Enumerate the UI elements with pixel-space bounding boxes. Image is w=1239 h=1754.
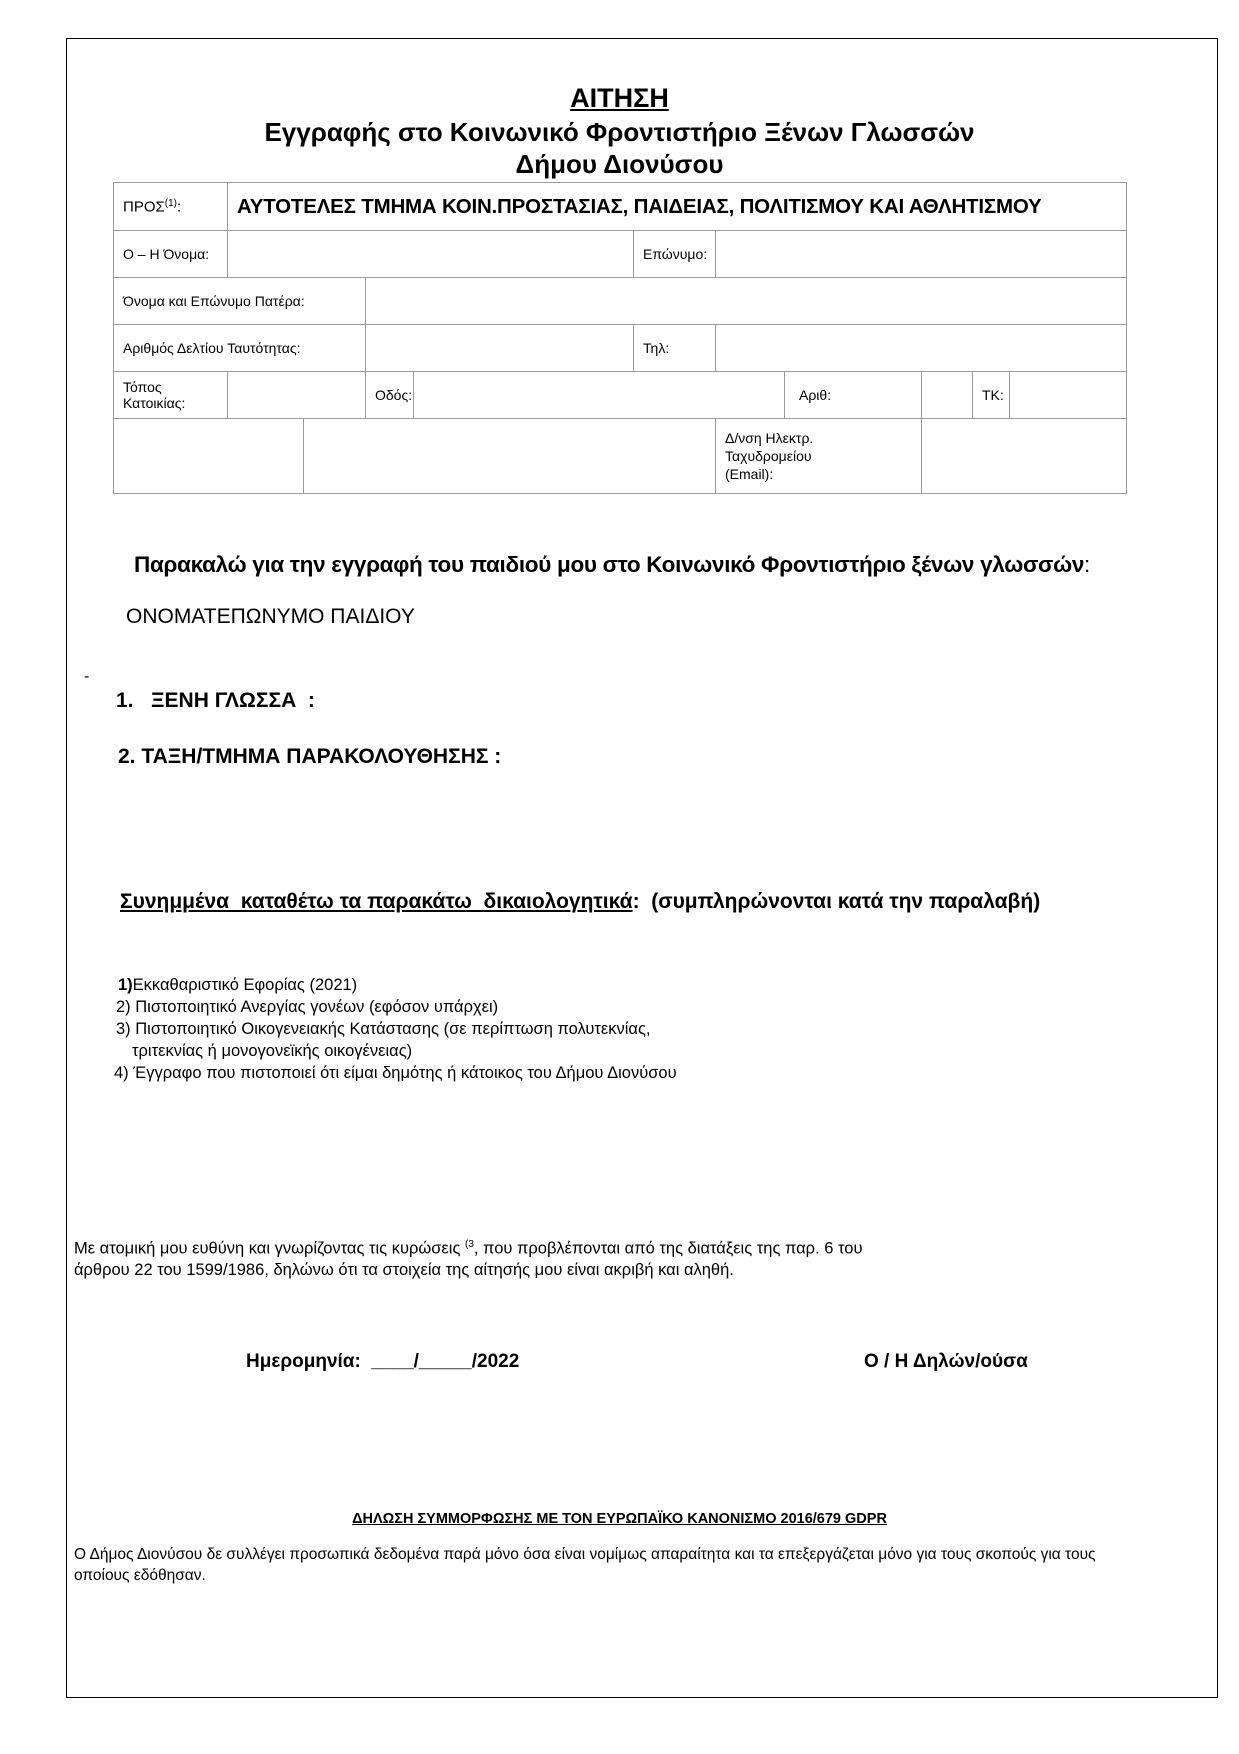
to-footnote: (1) — [164, 197, 178, 209]
document-item-1-number: 1) — [118, 976, 133, 994]
declaration-line-2: άρθρου 22 του 1599/1986, δηλώνω ότι τα στοιχεία της αίτησής μου είναι ακριβή και αληθή. — [74, 1261, 734, 1279]
declaration-line-1-start: Με ατομική μου ευθύνη και γνωρίζοντας τις κυρώσεις — [74, 1239, 465, 1258]
recipient-department: ΑΥΤΟΤΕΛΕΣ ΤΜΗΜΑ ΚΟΙΝ.ΠΡΟΣΤΑΣΙΑΣ, ΠΑΙΔΕΙΑΣ, ΠΟΛΙΤΙΣΜΟΥ ΚΑΙ ΑΘΛΗΤΙΣΜΟΥ — [237, 194, 1042, 218]
gdpr-text-line-2: οποίους εδόθησαν. — [74, 1567, 206, 1584]
document-item-4: 4) Έγγραφο που πιστοποιεί ότι είμαι δημότης ή κάτοικος του Δήμου Διονύσου — [114, 1064, 677, 1082]
email-label-line-3: (Email): — [725, 466, 774, 482]
street-field[interactable] — [414, 372, 785, 419]
email-label-line-1: Δ/νση Ηλεκτρ. — [725, 430, 814, 446]
request-statement — [134, 552, 1090, 578]
street-number-label: Αριθ: — [799, 387, 832, 403]
first-name-field[interactable] — [228, 231, 634, 278]
postal-label-cell — [973, 372, 1010, 419]
residence-label-cell — [114, 372, 228, 419]
attachments-heading-rest: : (συμπληρώνονται κατά την παραλαβή) — [632, 890, 1041, 913]
phone-field[interactable] — [716, 325, 1127, 372]
last-name-label-cell — [634, 231, 716, 278]
residence-label: Τόπος Κατοικίας: — [123, 379, 186, 411]
id-label-cell — [114, 325, 366, 372]
declaration-footnote: (3 — [464, 1239, 474, 1250]
to-label-cell — [114, 183, 228, 231]
document-subtitle: Εγγραφής στο Κοινωνικό Φροντιστήριο Ξένων Γλωσσών — [264, 117, 975, 147]
date-line: Ημερομηνία: ____/_____/2022 — [246, 1351, 520, 1372]
municipality-title: Δήμου Διονύσου — [515, 149, 724, 179]
document-item-3-continued: τριτεκνίας ή μονογονεϊκής οικογένειας) — [132, 1042, 413, 1060]
document-title: ΑΙΤΗΣΗ — [570, 83, 669, 113]
id-number-label: Αριθμός Δελτίου Ταυτότητας: — [123, 340, 301, 356]
postal-code-label: ΤΚ: — [982, 387, 1004, 403]
id-number-field[interactable] — [366, 325, 634, 372]
document-item-1 — [118, 976, 357, 995]
phone-label-cell — [634, 325, 716, 372]
email-label-line-2: Ταχυδρομείου — [725, 448, 812, 464]
attachments-heading-underlined: Συνημμένα καταθέτω τα παρακάτω δικαιολογητικά — [120, 890, 633, 913]
child-name-label: ΟΝΟΜΑΤΕΠΩΝΥΜΟ ΠΑΙΔΙΟΥ — [126, 605, 415, 628]
number-label-cell — [785, 372, 922, 419]
declarant-label: Ο / Η Δηλών/ούσα — [864, 1351, 1028, 1372]
declaration-line-1 — [74, 1239, 862, 1259]
father-label-cell — [114, 278, 366, 325]
foreign-language-item: 1. ΞΕΝΗ ΓΛΩΣΣΑ : — [116, 689, 315, 712]
request-text: Παρακαλώ για την εγγραφή του παιδιού μου στο Κοινωνικό Φροντιστήριο ξένων γλωσσών — [134, 552, 1085, 577]
declaration-line-1-end: , που προβλέπονται από της διατάξεις της παρ. 6 του — [473, 1239, 863, 1258]
father-name-field[interactable] — [366, 278, 1127, 325]
last-name-field[interactable] — [716, 231, 1127, 278]
gdpr-heading: ΔΗΛΩΣΗ ΣΥΜΜΟΡΦΩΣΗΣ ΜΕ ΤΟΝ ΕΥΡΩΠΑΪΚΟ ΚΑΝΟΝΙΣΜΟ 2016/679 GDPR — [352, 1511, 887, 1527]
to-label: ΠΡΟΣ — [123, 198, 165, 216]
last-name-label: Επώνυμο: — [643, 246, 708, 262]
to-colon: : — [177, 198, 182, 216]
phone-label: Τηλ: — [643, 340, 670, 356]
class-section-item: 2. ΤΑΞΗ/ΤΜΗΜΑ ΠΑΡΑΚΟΛΟΥΘΗΣΗΣ : — [118, 745, 502, 768]
email-label-cell — [716, 419, 922, 494]
first-name-label: Ο – Η Όνομα: — [123, 246, 210, 262]
recipient-cell — [228, 183, 1127, 231]
street-label-cell — [366, 372, 414, 419]
street-number-field[interactable] — [922, 372, 973, 419]
street-label: Οδός: — [375, 387, 413, 403]
attachments-heading — [120, 890, 1040, 914]
document-item-2: 2) Πιστοποιητικό Ανεργίας γονέων (εφόσον υπάρχει) — [116, 998, 499, 1016]
stray-dash: - — [84, 668, 90, 685]
request-colon: : — [1084, 552, 1090, 577]
extra-field-1[interactable] — [114, 419, 304, 494]
applicant-form-table — [113, 182, 1127, 494]
document-item-1-text: Εκκαθαριστικό Εφορίας (2021) — [132, 976, 358, 994]
document-item-3: 3) Πιστοποιητικό Οικογενειακής Κατάστασης (σε περίπτωση πολυτεκνίας, — [116, 1020, 651, 1038]
residence-field[interactable] — [228, 372, 366, 419]
father-name-label: Όνομα και Επώνυμο Πατέρα: — [123, 293, 305, 309]
email-field[interactable] — [922, 419, 1127, 494]
extra-field-2[interactable] — [304, 419, 716, 494]
postal-code-field[interactable] — [1010, 372, 1127, 419]
gdpr-text-line-1: Ο Δήμος Διονύσου δε συλλέγει προσωπικά δεδομένα παρά μόνο όσα είναι νομίμως απαραίτητα και τα επεξεργάζεται μόνο για τους σκοπούς για τους — [74, 1546, 1096, 1563]
first-name-label-cell — [114, 231, 228, 278]
